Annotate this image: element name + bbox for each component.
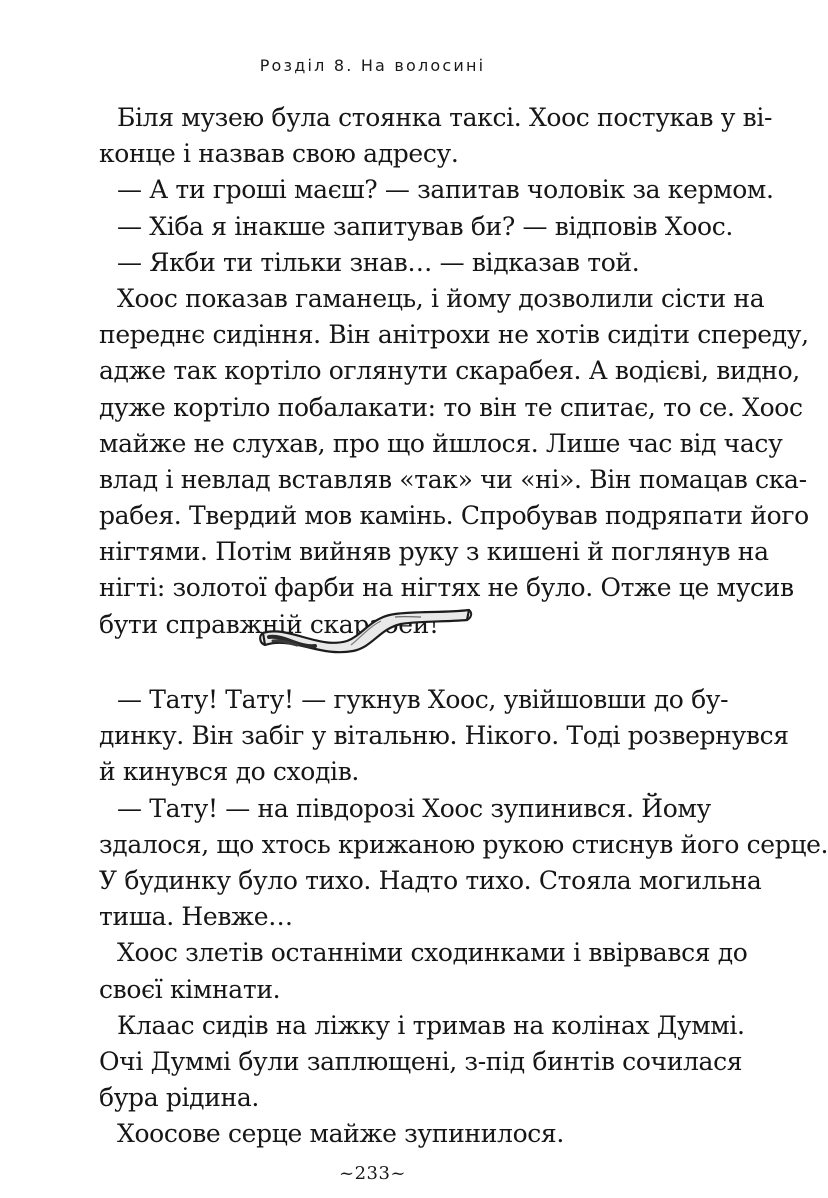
text-line: адже так кортіло оглянути скарабея. А водієві, видно, — [99, 356, 800, 386]
text-line: — А ти гроші маєш? — запитав чоловік за кермом. — [117, 175, 774, 205]
text-line: своєї кімнати. — [99, 974, 281, 1004]
text-line: рабея. Твердий мов камінь. Спробував подряпати його — [99, 501, 809, 531]
text-line: Клаас сидів на ліжку і тримав на колінах Думмі. — [117, 1010, 745, 1040]
text-line: Очі Думмі були заплющені, з-під бинтів сочилася — [99, 1046, 743, 1076]
text-line: Хоос показав гаманець, і йому дозволили сісти на — [117, 283, 765, 313]
text-line: Хоосове серце майже зупинилося. — [117, 1119, 564, 1149]
text-line: нігті: золотої фарби на нігтях не було. Отже це мусив — [99, 573, 794, 603]
text-line: — Тату! — на півдорозі Хоос зупинився. Йому — [117, 793, 711, 823]
text-line: динку. Він забіг у вітальню. Нікого. Тоді розвернувся — [99, 721, 789, 751]
ribbon-scroll-ornament-icon — [255, 607, 475, 669]
text-line: бура рідина. — [99, 1083, 259, 1113]
text-line: Хоос злетів останніми сходинками і ввірвався до — [117, 938, 748, 968]
text-line: переднє сидіння. Він анітрохи не хотів сидіти спереду, — [99, 320, 809, 350]
text-line: У будинку було тихо. Надто тихо. Стояла могильна — [99, 865, 762, 895]
text-line: майже не слухав, про що йшлося. Лише час від часу — [99, 428, 783, 458]
page-number: ~233~ — [338, 1163, 407, 1184]
text-section-2 — [99, 682, 828, 1152]
text-line: бути справжній скарабей! — [99, 609, 439, 639]
text-line: й кинувся до сходів. — [99, 757, 360, 787]
text-line: нігтями. Потім вийняв руку з кишені й поглянув на — [99, 537, 769, 567]
running-head: Розділ 8. На волосині — [259, 56, 486, 75]
text-line: влад і невлад вставляв «так» чи «ні». Він помацав ска- — [99, 464, 807, 494]
text-line: дуже кортіло побалакати: то він те спитає, то се. Хоос — [99, 392, 803, 422]
text-line: — Хіба я інакше запитував би? — відповів Хоос. — [117, 211, 733, 241]
text-line: здалося, що хтось крижаною рукою стиснув його серце. — [99, 829, 828, 859]
text-line: — Якби ти тільки знав… — відказав той. — [117, 247, 640, 277]
text-line: Біля музею була стоянка таксі. Хоос постукав у ві- — [117, 103, 773, 132]
text-line: — Тату! Тату! — гукнув Хоос, увійшовши до бу- — [117, 685, 729, 714]
text-section-1 — [99, 100, 809, 643]
text-line: конце і назвав свою адресу. — [99, 139, 459, 169]
text-line: тиша. Невже… — [99, 902, 293, 932]
